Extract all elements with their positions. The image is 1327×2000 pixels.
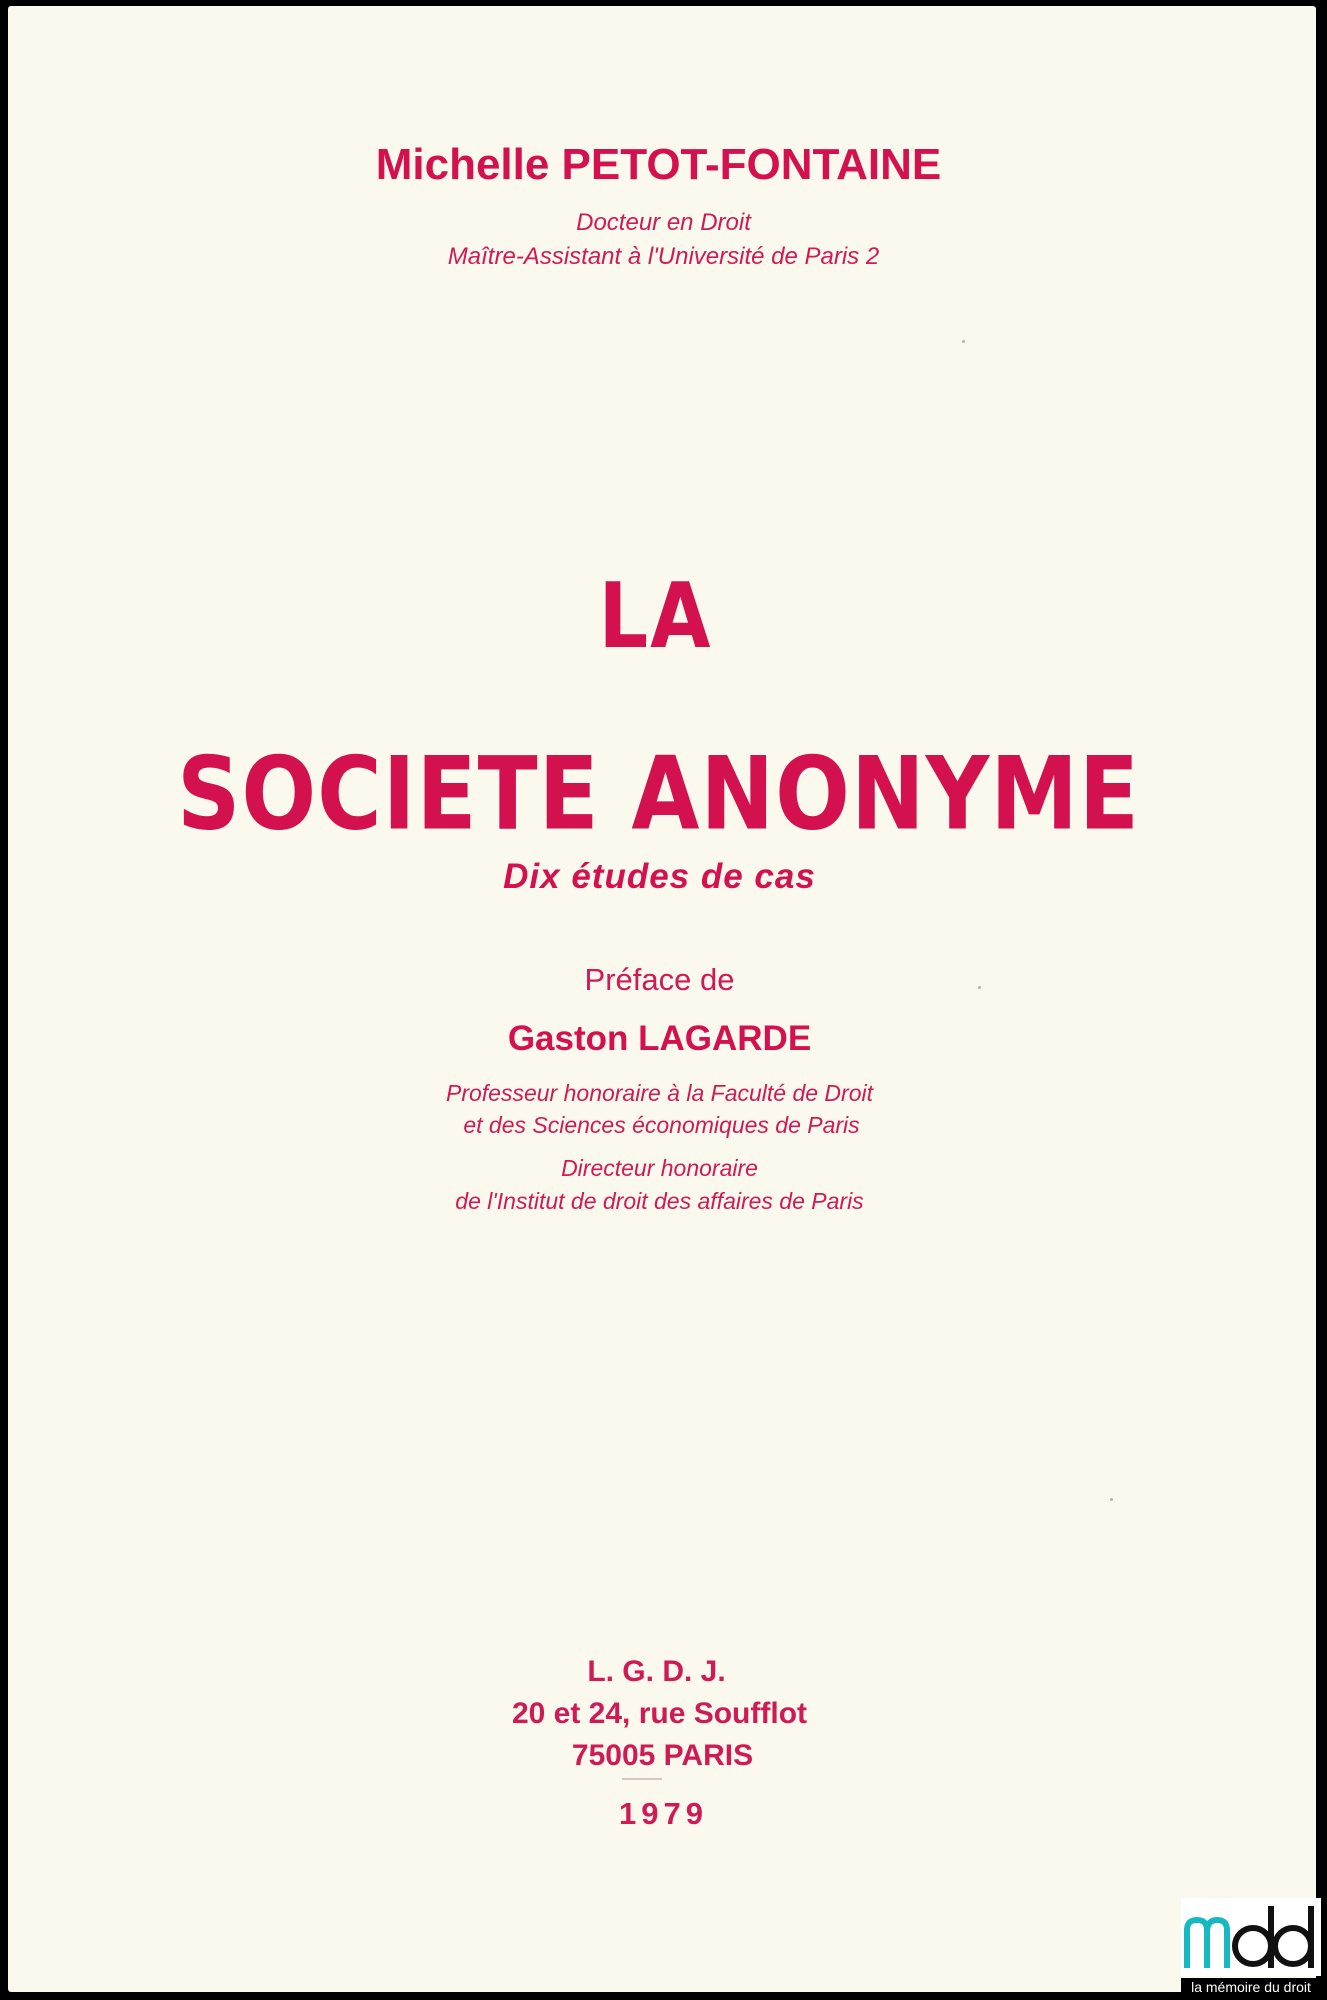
title-line-1: LA	[598, 565, 713, 669]
paper-speck	[1110, 1498, 1113, 1501]
cover-paper	[8, 6, 1316, 1992]
publisher-divider	[622, 1778, 662, 1780]
preface-role-4: de l'Institut de droit des affaires de Paris	[455, 1188, 864, 1214]
watermark-text: la mémoire du droit	[1181, 1978, 1321, 1996]
publisher-city: 75005 PARIS	[571, 1739, 754, 1772]
author-role-2: Maître-Assistant à l'Université de Paris 2	[447, 243, 880, 270]
paper-speck	[962, 340, 965, 343]
preface-role-1: Professeur honoraire à la Faculté de Droit	[446, 1080, 873, 1106]
watermark-logo	[1181, 1898, 1321, 1998]
publication-year: 1979	[619, 1796, 708, 1831]
author-name: Michelle PETOT-FONTAINE	[375, 140, 942, 189]
mdd-logo-icon	[1181, 1898, 1321, 1976]
preface-author: Gaston LAGARDE	[507, 1019, 812, 1058]
publisher-address: 20 et 24, rue Soufflot	[511, 1697, 808, 1730]
preface-role-3: Directeur honoraire	[561, 1155, 758, 1181]
author-role-1: Docteur en Droit	[576, 209, 751, 236]
subtitle: Dix études de cas	[503, 857, 816, 896]
preface-role-2: et des Sciences économiques de Paris	[463, 1112, 860, 1138]
preface-label: Préface de	[584, 962, 735, 997]
title-line-2: SOCIETE ANONYME	[176, 734, 1141, 853]
publisher-name: L. G. D. J.	[587, 1655, 726, 1688]
